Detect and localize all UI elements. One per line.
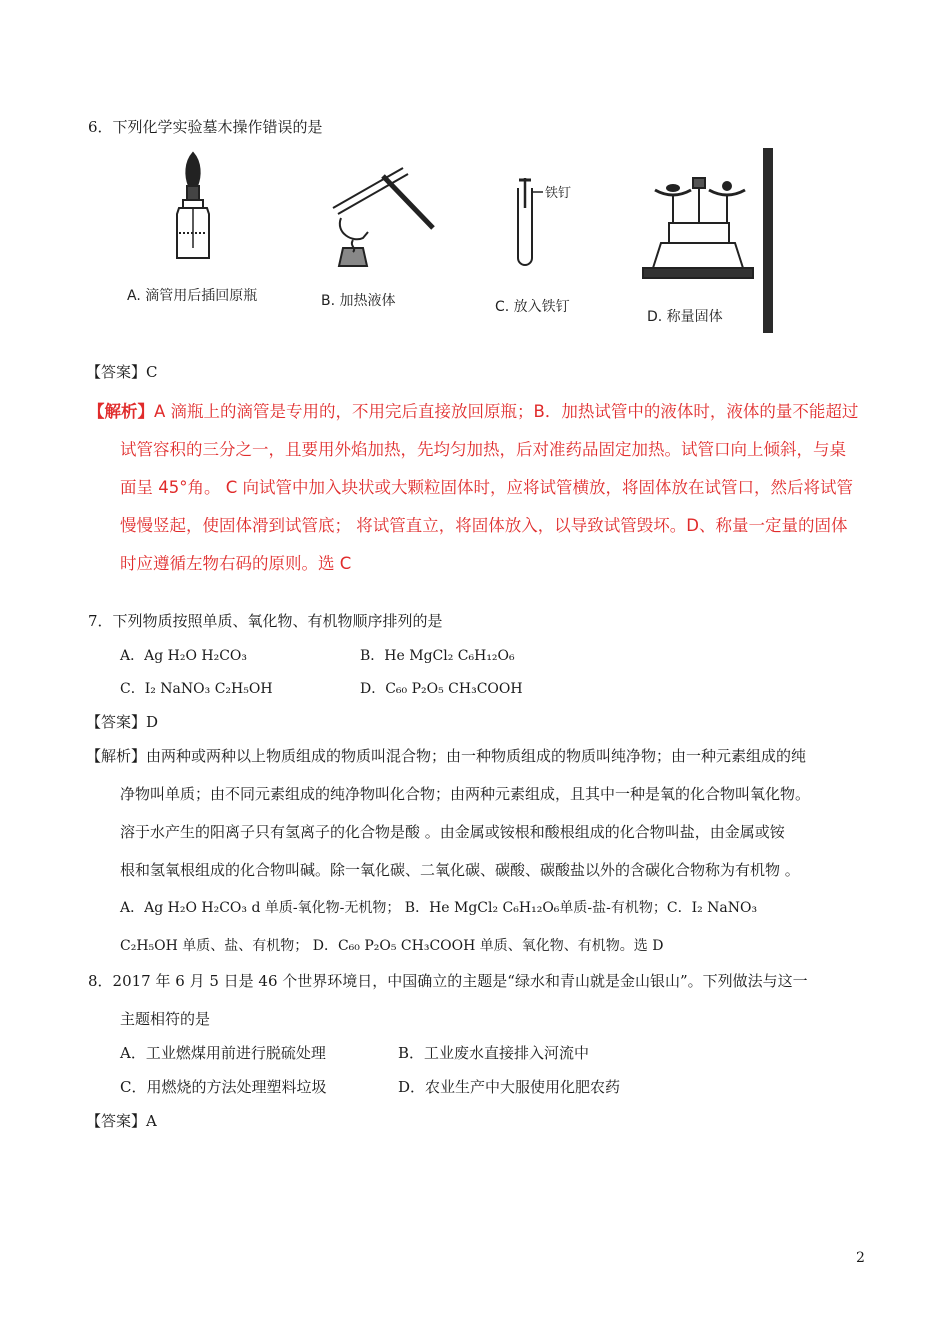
q6-answer: 【答案】C (86, 363, 158, 381)
q8-option-c: C．用燃烧的方法处理塑料垃圾 (120, 1078, 327, 1096)
q6-analysis-line-5: 时应遵循左物右码的原则。选 C (120, 554, 352, 573)
q7-option-c: C．I₂ NaNO₃ C₂H₅OH (120, 681, 273, 697)
q6-figure (113, 148, 773, 333)
q6-analysis-line-2: 试管容积的三分之一，且要用外焰加热，先均匀加热，后对准药品固定加热。试管口向上倾斜，与桌 (120, 440, 846, 459)
q7-analysis-line-6: C₂H₅OH 单质、盐、有机物； D．C₆₀ P₂O₅ CH₃COOH 单质、氧化物、有机物。选 D (120, 938, 664, 954)
q7-analysis-line-5: A．Ag H₂O H₂CO₃ d 单质-氧化物-无机物； B．He MgCl₂ C₆H₁₂O₆单质-盐-有机物；C．I₂ NaNO₃ (120, 900, 758, 916)
q7-analysis-line-1: 【解析】由两种或两种以上物质组成的物质叫混合物；由一种物质组成的物质叫纯净物；由一种元素组成的纯 (86, 747, 807, 765)
q8-option-b: B．工业废水直接排入河流中 (398, 1044, 590, 1062)
balance-scale-icon (643, 178, 753, 278)
q7-analysis-line-2: 净物叫单质；由不同元素组成的纯净物叫化合物；由两种元素组成，且其中一种是氧的化合物叫氧化物。 (120, 785, 811, 803)
q8-option-a: A．工业燃煤用前进行脱硫处理 (120, 1044, 326, 1062)
caption-b: B. 加热液体 (321, 293, 396, 309)
q8-stem-line-1: 8．2017 年 6 月 5 日是 46 个世界环境日，中国确立的主题是“绿水和青山就是金山银山”。下列做法与这一 (88, 972, 808, 990)
q7-stem: 7．下列物质按照单质、氧化物、有机物顺序排列的是 (88, 612, 443, 630)
dropper-bottle-icon (177, 153, 209, 258)
q6-analysis-label: 【解析】 (88, 402, 154, 421)
caption-c: C. 放入铁钉 (495, 299, 570, 315)
q7-option-d: D．C₆₀ P₂O₅ CH₃COOH (360, 681, 523, 697)
heating-test-tube-icon (333, 168, 433, 266)
q6-analysis-line-4: 慢慢竖起，使固体滑到试管底； 将试管直立，将固体放入，以导致试管毁坏。D、称量一定量的固体 (120, 516, 848, 535)
q8-stem-line-2: 主题相符的是 (120, 1010, 211, 1028)
page-number: 2 (856, 1250, 865, 1266)
q6-analysis-line-3: 面呈 45°角。 C 向试管中加入块状或大颗粒固体时，应将试管横放，将固体放在试管口，然后将试管 (120, 478, 854, 497)
q8-option-d: D．农业生产中大服使用化肥农药 (398, 1078, 621, 1096)
q6-analysis-text-1: A 滴瓶上的滴管是专用的，不用完后直接放回原瓶；B．加热试管中的液体时，液体的量不能超过 (154, 402, 859, 421)
nail-label: 铁钉 (545, 186, 572, 201)
q7-option-a: A．Ag H₂O H₂CO₃ (120, 648, 248, 664)
caption-a: A. 滴管用后插回原瓶 (127, 288, 258, 304)
q6-stem: 6．下列化学实验墓木操作错误的是 (88, 118, 323, 136)
q7-option-b: B．He MgCl₂ C₆H₁₂O₆ (360, 648, 515, 664)
caption-d: D. 称量固体 (647, 309, 723, 325)
q7-analysis-line-4: 根和氢氧根组成的化合物叫碱。除一氧化碳、二氧化碳、碳酸、碳酸盐以外的含碳化合物称为有机物 。 (120, 861, 800, 879)
q7-analysis-line-3: 溶于水产生的阳离子只有氢离子的化合物是酸 。由金属或铵根和酸根组成的化合物叫盐，由金属或铵 (120, 823, 785, 841)
q6-analysis-line-1 (88, 402, 858, 422)
q8-answer: 【答案】A (86, 1112, 157, 1130)
test-tube-nail-icon (518, 178, 543, 265)
q7-answer: 【答案】D (86, 713, 159, 731)
